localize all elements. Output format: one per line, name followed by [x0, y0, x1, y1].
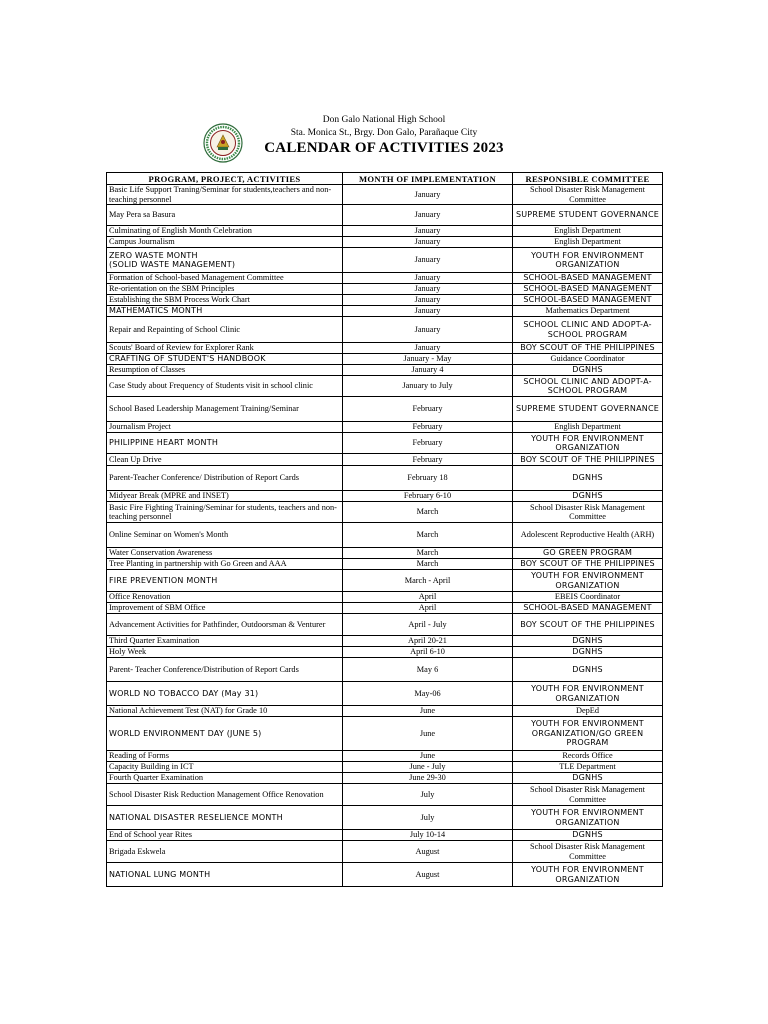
month-cell: April - July	[343, 614, 513, 636]
table-row	[107, 491, 663, 502]
month-cell: January	[343, 284, 513, 295]
table-row	[107, 354, 663, 365]
table-row	[107, 273, 663, 284]
committee-cell: DGNHS	[513, 466, 663, 491]
table-row	[107, 422, 663, 433]
activity-cell: Reading of Forms	[107, 751, 343, 762]
committee-cell: BOY SCOUT OF THE PHILIPPINES	[513, 343, 663, 354]
activity-cell: Basic Fire Fighting Training/Seminar for students, teachers and non-teaching personnel	[107, 502, 343, 523]
table-row	[107, 376, 663, 397]
month-cell: January	[343, 317, 513, 343]
committee-cell: Records Office	[513, 751, 663, 762]
committee-cell: GO GREEN PROGRAM	[513, 548, 663, 559]
committee-cell: School Disaster Risk Management Committee	[513, 502, 663, 523]
table-row	[107, 682, 663, 706]
activity-cell: Parent- Teacher Conference/Distribution of Report Cards	[107, 658, 343, 682]
table-row	[107, 559, 663, 570]
table-row	[107, 647, 663, 658]
activity-cell: Brigada Eskwela	[107, 841, 343, 863]
committee-cell: SCHOOL CLINIC AND ADOPT-A-SCHOOL PROGRAM	[513, 317, 663, 343]
activity-cell: Capacity Building in ICT	[107, 762, 343, 773]
activity-cell: NATIONAL DISASTER RESELIENCE MONTH	[107, 806, 343, 830]
activity-cell: Journalism Project	[107, 422, 343, 433]
activity-cell: ZERO WASTE MONTH (SOLID WASTE MANAGEMENT)	[107, 248, 343, 273]
activity-cell: Scouts' Board of Review for Explorer Rank	[107, 343, 343, 354]
committee-cell: DGNHS	[513, 830, 663, 841]
month-cell: April 6-10	[343, 647, 513, 658]
table-row	[107, 706, 663, 717]
committee-cell: SCHOOL-BASED MANAGEMENT	[513, 284, 663, 295]
activity-cell: Advancement Activities for Pathfinder, Outdoorsman & Venturer	[107, 614, 343, 636]
table-row	[107, 863, 663, 887]
month-cell: February 6-10	[343, 491, 513, 502]
table-row	[107, 751, 663, 762]
committee-cell: DepEd	[513, 706, 663, 717]
activity-cell: Parent-Teacher Conference/ Distribution of Report Cards	[107, 466, 343, 491]
month-cell: February	[343, 422, 513, 433]
activity-cell: May Pera sa Basura	[107, 205, 343, 226]
activity-cell: Third Quarter Examination	[107, 636, 343, 647]
committee-cell: BOY SCOUT OF THE PHILIPPINES	[513, 454, 663, 466]
activity-cell: Midyear Break (MPRE and INSET)	[107, 491, 343, 502]
month-cell: July	[343, 784, 513, 806]
committee-cell: School Disaster Risk Management Committee	[513, 185, 663, 205]
month-cell: January	[343, 343, 513, 354]
committee-cell: BOY SCOUT OF THE PHILIPPINES	[513, 614, 663, 636]
month-cell: February 18	[343, 466, 513, 491]
committee-cell: DGNHS	[513, 658, 663, 682]
committee-cell: School Disaster Risk Management Committee	[513, 841, 663, 863]
activity-cell: Online Seminar on Women's Month	[107, 523, 343, 548]
committee-cell: DGNHS	[513, 647, 663, 658]
column-header-activities: PROGRAM, PROJECT, ACTIVITIES	[107, 173, 343, 185]
activity-cell: Water Conservation Awareness	[107, 548, 343, 559]
table-row	[107, 237, 663, 248]
committee-cell: TLE Department	[513, 762, 663, 773]
table-row	[107, 658, 663, 682]
month-cell: March	[343, 559, 513, 570]
committee-cell: DGNHS	[513, 365, 663, 376]
activity-cell: Culminating of English Month Celebration	[107, 226, 343, 237]
committee-cell: Adolescent Reproductive Health (ARH)	[513, 523, 663, 548]
committee-cell: SCHOOL CLINIC AND ADOPT-A-SCHOOL PROGRAM	[513, 376, 663, 397]
table-row	[107, 830, 663, 841]
activity-cell: PHILIPPINE HEART MONTH	[107, 433, 343, 454]
month-cell: June - July	[343, 762, 513, 773]
activity-cell: WORLD ENVIRONMENT DAY (JUNE 5)	[107, 717, 343, 751]
activity-cell: MATHEMATICS MONTH	[107, 306, 343, 317]
month-cell: April	[343, 592, 513, 603]
activity-cell: Resumption of Classes	[107, 365, 343, 376]
table-row	[107, 284, 663, 295]
activity-cell: Clean Up Drive	[107, 454, 343, 466]
month-cell: January 4	[343, 365, 513, 376]
activity-cell: WORLD NO TOBACCO DAY (May 31)	[107, 682, 343, 706]
month-cell: June	[343, 751, 513, 762]
table-row	[107, 603, 663, 614]
committee-cell: DGNHS	[513, 773, 663, 784]
month-cell: June 29-30	[343, 773, 513, 784]
activity-cell: Office Renovation	[107, 592, 343, 603]
activity-cell: FIRE PREVENTION MONTH	[107, 570, 343, 592]
school-name: Don Galo National High School	[322, 115, 446, 125]
table-row	[107, 295, 663, 306]
activity-cell: School Disaster Risk Reduction Management Office Renovation	[107, 784, 343, 806]
committee-cell: Mathematics Department	[513, 306, 663, 317]
table-row	[107, 365, 663, 376]
activity-cell: Formation of School-based Management Committee	[107, 273, 343, 284]
activity-cell: Campus Journalism	[107, 237, 343, 248]
month-cell: March	[343, 502, 513, 523]
committee-cell: YOUTH FOR ENVIRONMENT ORGANIZATION	[513, 248, 663, 273]
table-row	[107, 762, 663, 773]
activity-cell: End of School year Rites	[107, 830, 343, 841]
table-row	[107, 454, 663, 466]
committee-cell: SCHOOL-BASED MANAGEMENT	[513, 295, 663, 306]
month-cell: January - May	[343, 354, 513, 365]
month-cell: March	[343, 523, 513, 548]
month-cell: July	[343, 806, 513, 830]
committee-cell: SCHOOL-BASED MANAGEMENT	[513, 273, 663, 284]
table-row	[107, 397, 663, 422]
activity-cell: Establishing the SBM Process Work Chart	[107, 295, 343, 306]
month-cell: January	[343, 273, 513, 284]
table-row	[107, 343, 663, 354]
month-cell: January	[343, 306, 513, 317]
table-row	[107, 226, 663, 237]
month-cell: January	[343, 205, 513, 226]
table-row	[107, 433, 663, 454]
activity-cell: National Achievement Test (NAT) for Grade 10	[107, 706, 343, 717]
school-seal-logo	[203, 123, 243, 163]
committee-cell: SUPREME STUDENT GOVERNANCE	[513, 205, 663, 226]
committee-cell: DGNHS	[513, 636, 663, 647]
month-cell: January	[343, 248, 513, 273]
committee-cell: BOY SCOUT OF THE PHILIPPINES	[513, 559, 663, 570]
month-cell: February	[343, 433, 513, 454]
committee-cell: English Department	[513, 226, 663, 237]
table-row	[107, 205, 663, 226]
activity-cell: Re-orientation on the SBM Principles	[107, 284, 343, 295]
month-cell: March	[343, 548, 513, 559]
table-row	[107, 548, 663, 559]
column-header-month: MONTH OF IMPLEMENTATION	[343, 173, 513, 185]
activity-cell: School Based Leadership Management Training/Seminar	[107, 397, 343, 422]
activity-cell: Improvement of SBM Office	[107, 603, 343, 614]
table-row	[107, 466, 663, 491]
activity-cell: NATIONAL LUNG MONTH	[107, 863, 343, 887]
table-header-row	[107, 173, 663, 185]
activity-cell: CRAFTING OF STUDENT'S HANDBOOK	[107, 354, 343, 365]
table-row	[107, 248, 663, 273]
month-cell: June	[343, 706, 513, 717]
month-cell: April	[343, 603, 513, 614]
committee-cell: English Department	[513, 422, 663, 433]
table-row	[107, 592, 663, 603]
activity-cell: Tree Planting in partnership with Go Green and AAA	[107, 559, 343, 570]
committee-cell: YOUTH FOR ENVIRONMENT ORGANIZATION	[513, 682, 663, 706]
activity-cell: Fourth Quarter Examination	[107, 773, 343, 784]
month-cell: March - April	[343, 570, 513, 592]
committee-cell: English Department	[513, 237, 663, 248]
activity-cell: Basic Life Support Traning/Seminar for students,teachers and non-teaching personnel	[107, 185, 343, 205]
committee-cell: YOUTH FOR ENVIRONMENT ORGANIZATION	[513, 433, 663, 454]
committee-cell: YOUTH FOR ENVIRONMENT ORGANIZATION	[513, 863, 663, 887]
table-row	[107, 306, 663, 317]
table-row	[107, 841, 663, 863]
committee-cell: School Disaster Risk Management Committee	[513, 784, 663, 806]
month-cell: April 20-21	[343, 636, 513, 647]
committee-cell: SUPREME STUDENT GOVERNANCE	[513, 397, 663, 422]
committee-cell: SCHOOL-BASED MANAGEMENT	[513, 603, 663, 614]
document-header	[0, 114, 768, 158]
table-body	[107, 185, 663, 887]
committee-cell: EBEIS Coordinator	[513, 592, 663, 603]
month-cell: July 10-14	[343, 830, 513, 841]
committee-cell: YOUTH FOR ENVIRONMENT ORGANIZATION/GO GREEN PROGRAM	[513, 717, 663, 751]
month-cell: June	[343, 717, 513, 751]
column-header-committee: RESPONSIBLE COMMITTEE	[513, 173, 663, 185]
table-row	[107, 614, 663, 636]
month-cell: May 6	[343, 658, 513, 682]
activities-table	[106, 172, 663, 887]
committee-cell: YOUTH FOR ENVIRONMENT ORGANIZATION	[513, 806, 663, 830]
table-row	[107, 806, 663, 830]
table-row	[107, 317, 663, 343]
school-address: Sta. Monica St., Brgy. Don Galo, Parañaque City	[290, 128, 478, 138]
month-cell: January to July	[343, 376, 513, 397]
month-cell: August	[343, 841, 513, 863]
month-cell: February	[343, 454, 513, 466]
table-row	[107, 717, 663, 751]
table-row	[107, 502, 663, 523]
activity-cell: Holy Week	[107, 647, 343, 658]
month-cell: January	[343, 237, 513, 248]
month-cell: January	[343, 226, 513, 237]
month-cell: February	[343, 397, 513, 422]
month-cell: August	[343, 863, 513, 887]
table-row	[107, 185, 663, 205]
table-row	[107, 636, 663, 647]
table-row	[107, 523, 663, 548]
committee-cell: DGNHS	[513, 491, 663, 502]
table-row	[107, 570, 663, 592]
table-row	[107, 773, 663, 784]
month-cell: May-06	[343, 682, 513, 706]
document-title: CALENDAR OF ACTIVITIES 2023	[264, 140, 504, 156]
table-row	[107, 784, 663, 806]
activity-cell: Case Study about Frequency of Students visit in school clinic	[107, 376, 343, 397]
month-cell: January	[343, 295, 513, 306]
activity-cell: Repair and Repainting of School Clinic	[107, 317, 343, 343]
committee-cell: YOUTH FOR ENVIRONMENT ORGANIZATION	[513, 570, 663, 592]
committee-cell: Guidance Coordinator	[513, 354, 663, 365]
month-cell: January	[343, 185, 513, 205]
